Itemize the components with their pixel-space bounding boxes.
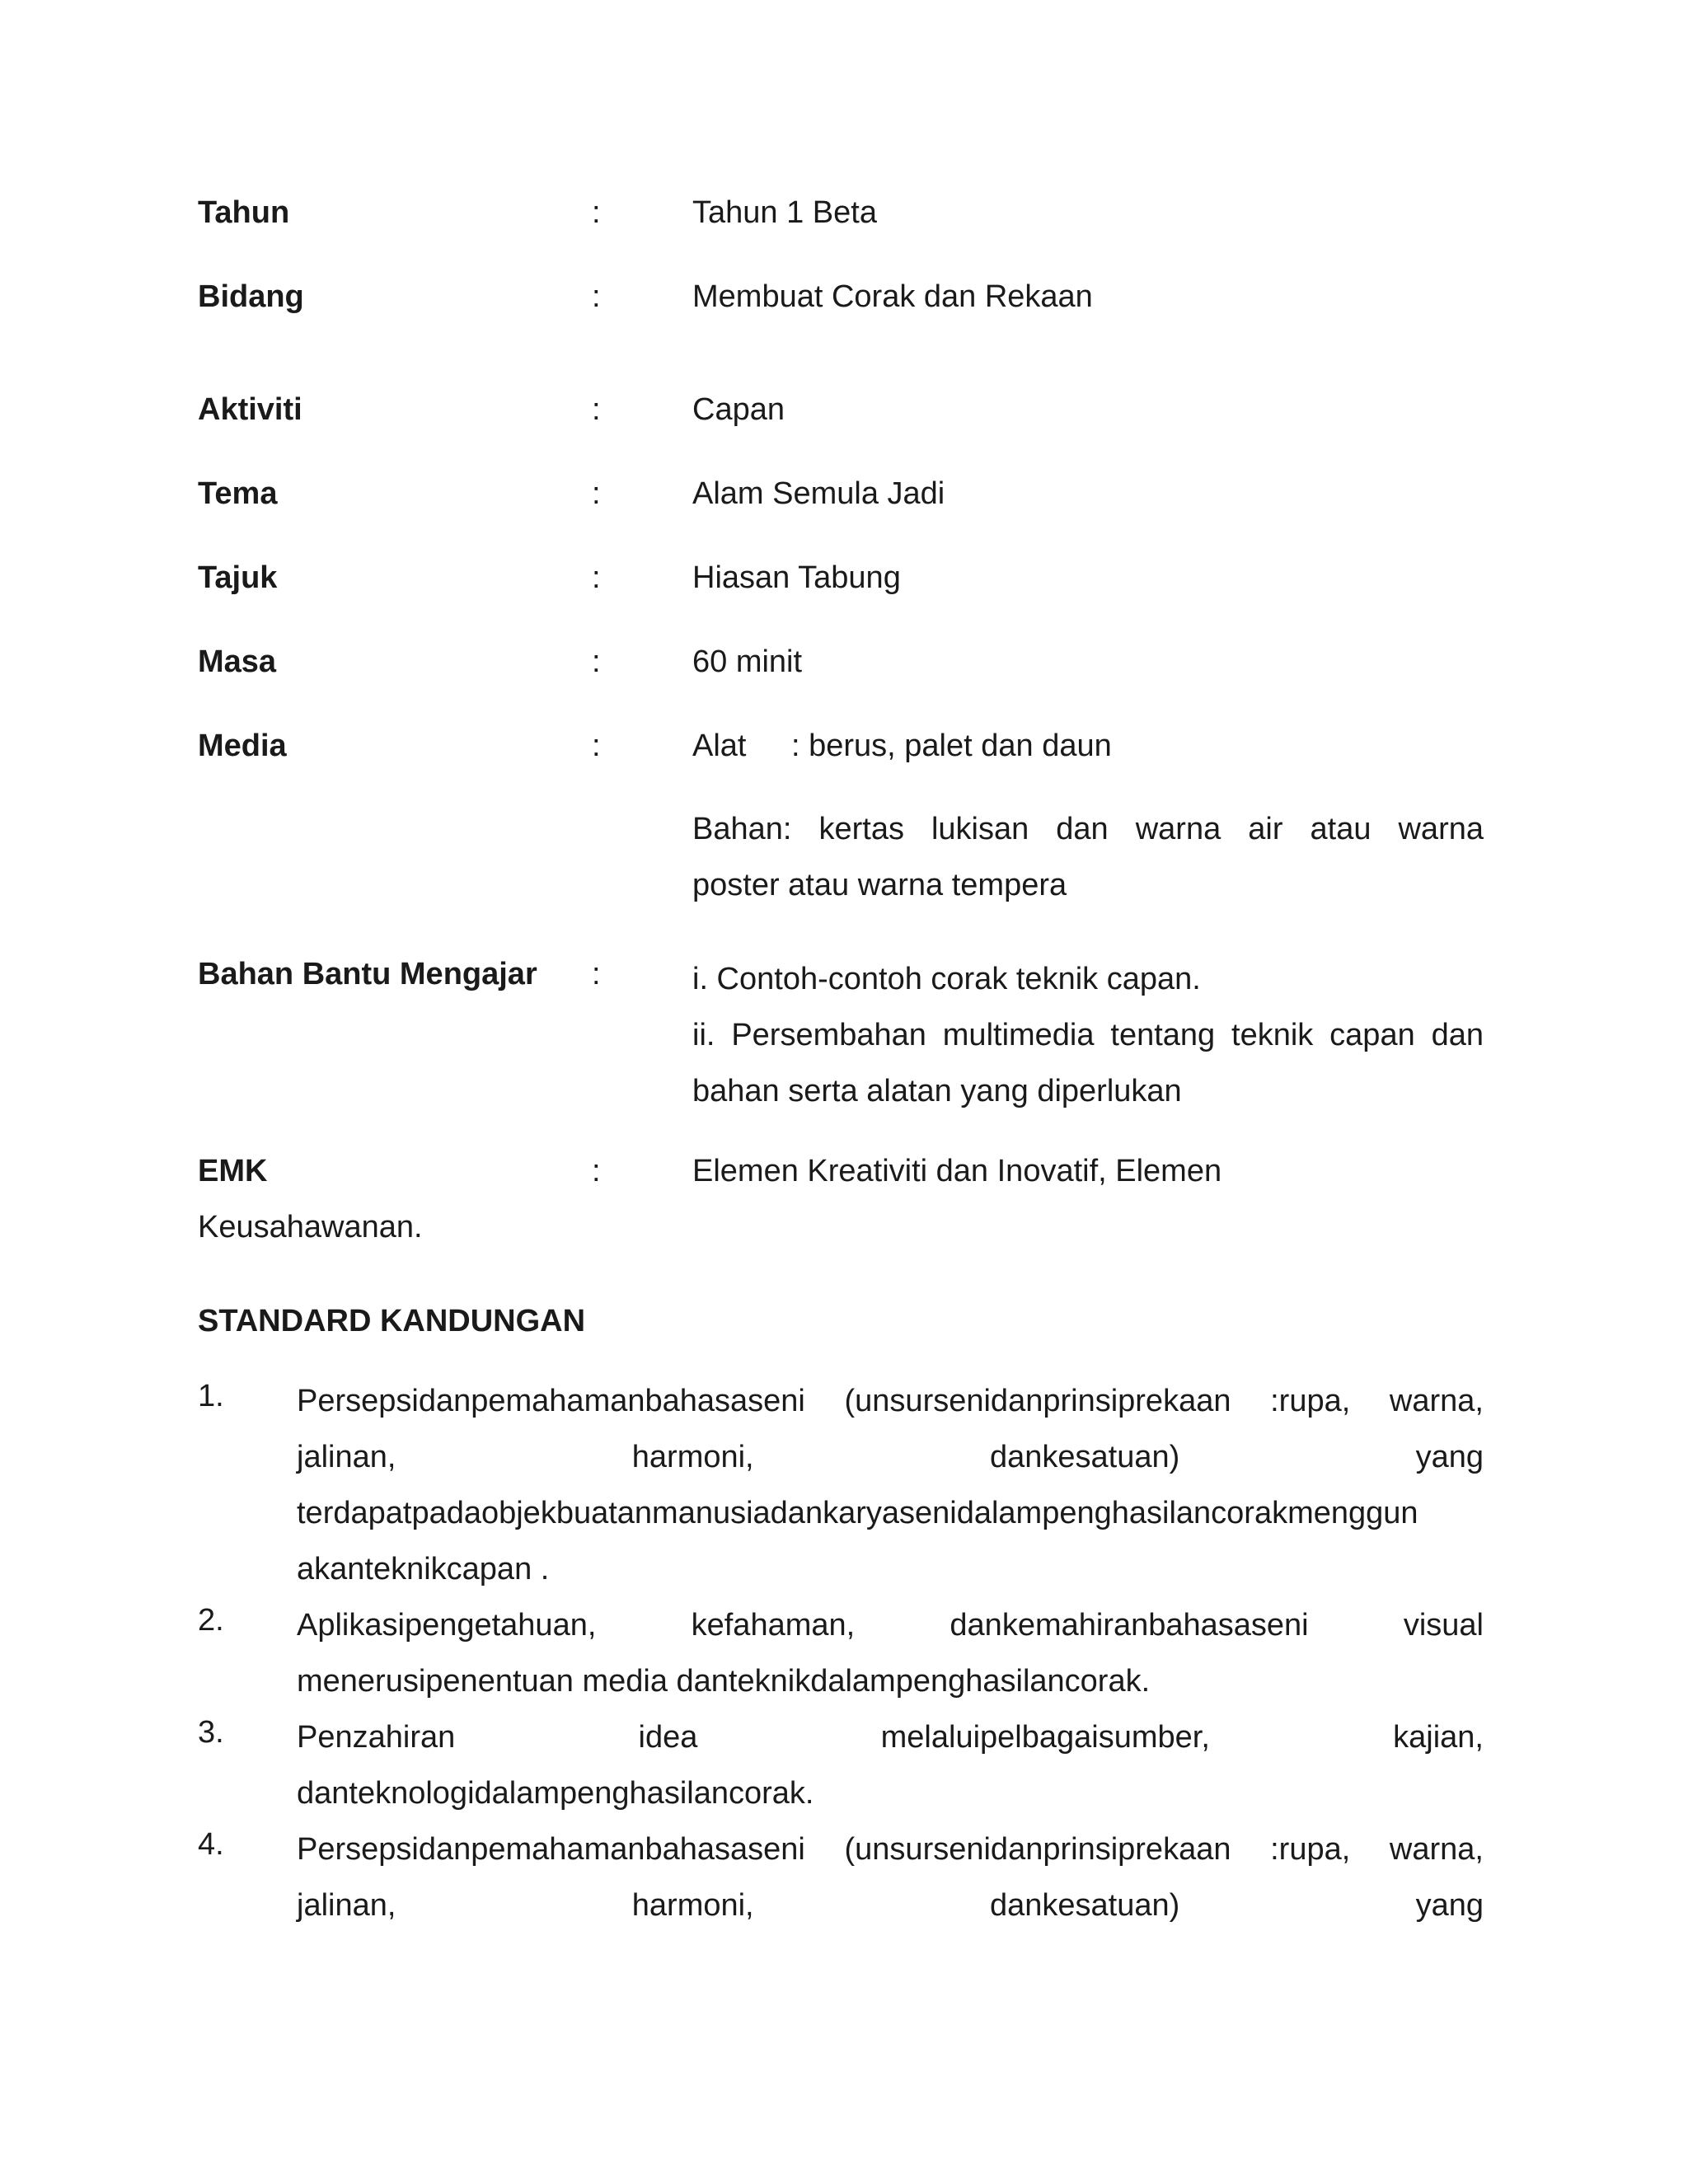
emk-tail: Keusahawanan. <box>198 1210 423 1244</box>
field-colon: : <box>592 279 601 314</box>
field-colon: : <box>592 195 601 230</box>
sk-line: terdapatpadaobjekbuatanmanusiadankaryasenidalampenghasilancorakmenggun <box>297 1496 1418 1530</box>
sk-number: 3. <box>198 1715 224 1750</box>
sk-text <box>297 1709 1484 1821</box>
field-label: Tahun <box>198 195 290 230</box>
media-bahan <box>692 801 1484 913</box>
sk-number: 4. <box>198 1827 224 1862</box>
section-title: STANDARD KANDUNGAN <box>198 1304 586 1338</box>
bbm-line: i. Contoh-contoh corak teknik capan. <box>692 962 1201 996</box>
field-label: Tema <box>198 476 278 511</box>
field-label: EMK <box>198 1154 268 1188</box>
sk-line: akanteknikcapan . <box>297 1552 550 1586</box>
sk-line: jalinan, harmoni, dankesatuan) yang <box>297 1440 1484 1474</box>
field-colon: : <box>592 560 601 595</box>
bahan-line: poster atau warna tempera <box>692 868 1067 902</box>
field-value: Alam Semula Jadi <box>692 476 945 511</box>
field-label: Media <box>198 729 287 763</box>
field-value: Membuat Corak dan Rekaan <box>692 279 1093 314</box>
field-label: Bahan Bantu Mengajar <box>198 957 537 991</box>
field-colon: : <box>592 644 601 679</box>
field-colon: : <box>592 392 601 427</box>
sk-number: 1. <box>198 1379 224 1413</box>
field-value: Tahun 1 Beta <box>692 195 877 230</box>
field-label: Bidang <box>198 279 304 314</box>
field-value: Capan <box>692 392 785 427</box>
field-colon: : <box>592 957 601 991</box>
field-value: Elemen Kreativiti dan Inovatif, Elemen <box>692 1154 1222 1188</box>
field-colon: : <box>592 476 601 511</box>
sk-line: Persepsidanpemahamanbahasaseni (unsursenidanprinsiprekaan :rupa, warna, <box>297 1832 1484 1867</box>
bahan-line: Bahan: kertas lukisan dan warna air atau warna <box>692 812 1484 846</box>
field-value-alat <box>692 729 1484 764</box>
alat-value: : berus, palet dan daun <box>791 729 1112 763</box>
field-value: Hiasan Tabung <box>692 560 901 595</box>
sk-line: Penzahiran idea melaluipelbagaisumber, kajian, <box>297 1720 1484 1755</box>
sk-text <box>297 1821 1484 1933</box>
sk-line: Persepsidanpemahamanbahasaseni (unsursenidanprinsiprekaan :rupa, warna, <box>297 1384 1484 1418</box>
bbm-line: bahan serta alatan yang diperlukan <box>692 1074 1182 1108</box>
field-value: 60 minit <box>692 644 803 679</box>
sk-line: danteknologidalampenghasilancorak. <box>297 1776 814 1811</box>
field-colon: : <box>592 1154 601 1188</box>
field-label: Tajuk <box>198 560 278 595</box>
field-colon: : <box>592 729 601 763</box>
alat-label: Alat <box>692 729 747 763</box>
sk-line: jalinan, harmoni, dankesatuan) yang <box>297 1888 1484 1923</box>
bbm-line: ii. Persembahan multimedia tentang teknik capan dan <box>692 1018 1484 1052</box>
field-value <box>692 951 1484 1119</box>
sk-line: menerusipenentuan media danteknikdalampenghasilancorak. <box>297 1664 1151 1699</box>
sk-text <box>297 1597 1484 1709</box>
sk-text <box>297 1373 1484 1597</box>
field-label: Masa <box>198 644 277 679</box>
field-label: Aktiviti <box>198 392 302 427</box>
sk-number: 2. <box>198 1603 224 1638</box>
sk-line: Aplikasipengetahuan, kefahaman, dankemahiranbahasaseni visual <box>297 1608 1484 1643</box>
